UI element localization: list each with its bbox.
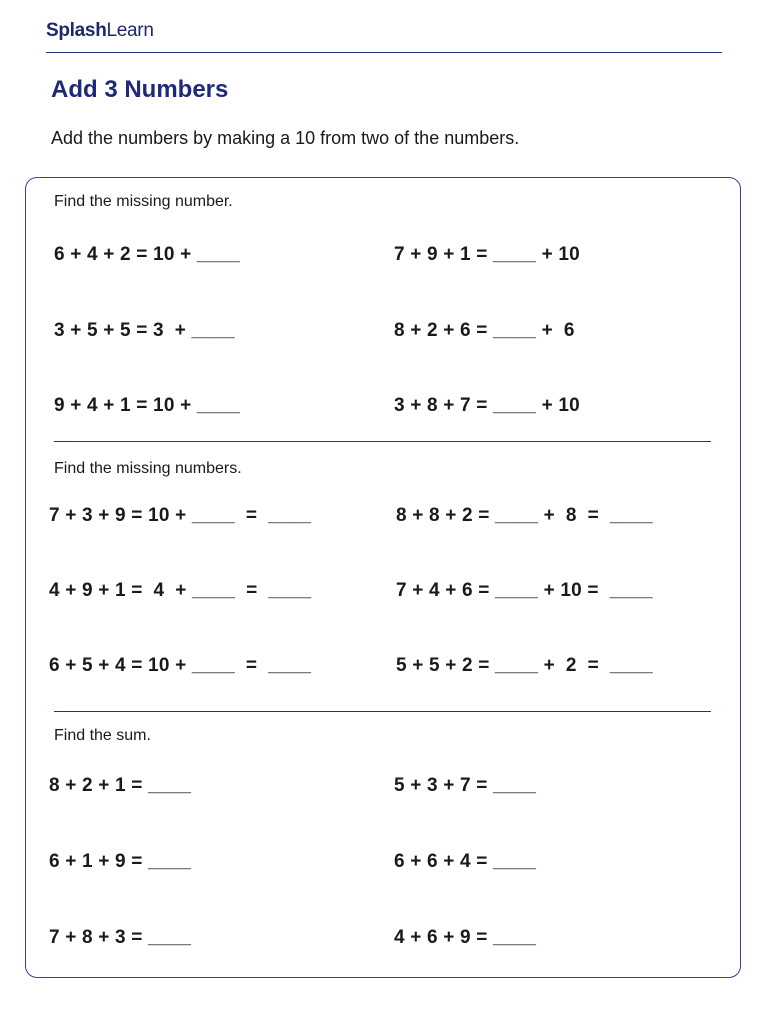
worksheet-subtitle: Add the numbers by making a 10 from two of the numbers. <box>51 128 520 148</box>
problem-2-5: 6 + 5 + 4 = 10 + ____ = ____ <box>49 655 312 676</box>
section-divider-1 <box>54 441 711 442</box>
problem-3-6: 4 + 6 + 9 = ____ <box>394 927 537 948</box>
problem-3-1: 8 + 2 + 1 = ____ <box>49 775 192 796</box>
logo-bold-text: Splash <box>46 20 107 41</box>
problem-2-3: 4 + 9 + 1 = 4 + ____ = ____ <box>49 580 312 601</box>
problem-2-2: 8 + 8 + 2 = ____ + 8 = ____ <box>396 505 653 526</box>
problem-1-6: 3 + 8 + 7 = ____ + 10 <box>394 395 580 416</box>
problem-1-4: 8 + 2 + 6 = ____ + 6 <box>394 320 575 341</box>
section-divider-2 <box>54 711 711 712</box>
header-rule <box>46 52 722 53</box>
section-3-instruction: Find the sum. <box>54 727 151 744</box>
logo-regular-text: Learn <box>106 20 154 41</box>
worksheet-title: Add 3 Numbers <box>51 76 229 103</box>
problem-2-4: 7 + 4 + 6 = ____ + 10 = ____ <box>396 580 653 601</box>
problem-3-2: 5 + 3 + 7 = ____ <box>394 775 537 796</box>
problem-1-5: 9 + 4 + 1 = 10 + ____ <box>54 395 240 416</box>
splashlearn-logo <box>46 20 154 42</box>
problem-3-5: 7 + 8 + 3 = ____ <box>49 927 192 948</box>
section-2-instruction: Find the missing numbers. <box>54 460 242 477</box>
problem-1-3: 3 + 5 + 5 = 3 + ____ <box>54 320 235 341</box>
problem-1-1: 6 + 4 + 2 = 10 + ____ <box>54 244 240 265</box>
problem-2-6: 5 + 5 + 2 = ____ + 2 = ____ <box>396 655 653 676</box>
problem-3-3: 6 + 1 + 9 = ____ <box>49 851 192 872</box>
section-1-instruction: Find the missing number. <box>54 193 233 210</box>
problem-1-2: 7 + 9 + 1 = ____ + 10 <box>394 244 580 265</box>
problem-2-1: 7 + 3 + 9 = 10 + ____ = ____ <box>49 505 312 526</box>
problem-3-4: 6 + 6 + 4 = ____ <box>394 851 537 872</box>
